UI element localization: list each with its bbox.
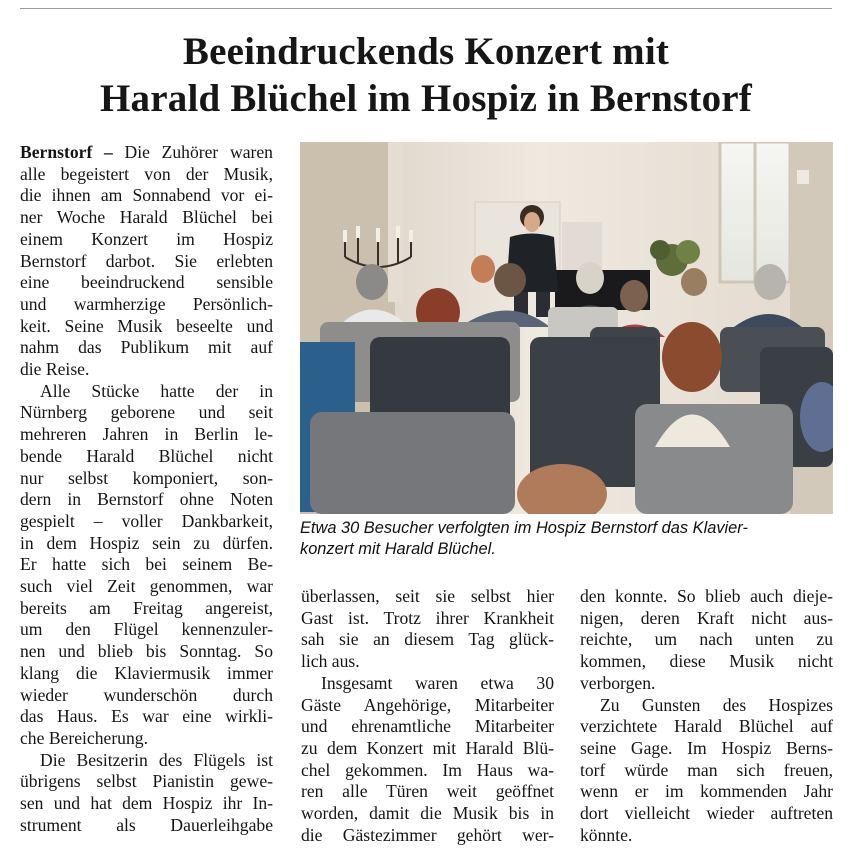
pillar <box>388 142 402 302</box>
article-line: Er hatte sich bei seinem Be- <box>20 554 273 575</box>
article-line: Die Besitzerin des Flügels ist <box>40 749 273 770</box>
article-line: torf würde man sich freuen, <box>580 759 833 780</box>
article-line: Bernstorf darbot. Sie erlebten <box>20 250 273 271</box>
article-line: such viel Zeit genommen, war <box>20 576 273 597</box>
article-line: einem Konzert im Hospiz <box>20 228 273 249</box>
article-column-2 <box>301 586 554 846</box>
article-line: kommen, diese Musik nicht <box>580 651 833 672</box>
article-line: keit. Seine Musik beseelte und <box>20 315 273 336</box>
article-line: ren alle Türen weit geöffnet <box>301 781 554 802</box>
concert-photo-illustration <box>300 142 833 514</box>
article-line: worden, damit die Musik bis in <box>301 803 554 824</box>
headline-line-1: Beeindruckends Konzert mit <box>182 30 670 73</box>
article-line: sen und hat dem Hospiz ihr In- <box>20 793 273 814</box>
article-line: nigen, deren Kraft nicht aus- <box>580 607 833 628</box>
article-column-3 <box>580 586 833 846</box>
article-line: und warmherzige Persönlich- <box>20 293 273 314</box>
article-line-text: Die Zuhörer waren <box>112 142 273 162</box>
article-line: klang die Klaviermusik immer <box>20 662 273 683</box>
article-line: zu dem Konzert mit Harald Blü- <box>301 737 554 758</box>
article-line: seine Gage. Im Hospiz Berns- <box>580 737 833 758</box>
article-line: Insgesamt waren etwa 30 <box>321 672 554 693</box>
article-line: mehreren Jahren in Berlin le- <box>20 424 273 445</box>
article-line: eine beeindruckend sensible <box>20 272 273 293</box>
article-line: sah sie an diesem Tag glück- <box>301 629 554 650</box>
article-line: Gäste Angehörige, Mitarbeiter <box>301 694 554 715</box>
article-line: bereits am Freitag angereist, <box>20 597 273 618</box>
article-line: überlassen, seit sie selbst hier <box>301 586 554 606</box>
photo-caption <box>300 518 833 560</box>
caption-line: Etwa 30 Besucher verfolgten im Hospiz Bernstorf das Klavier- <box>300 519 748 537</box>
dateline: Bernstorf – <box>20 142 113 162</box>
article-line: dort vielleicht wieder auftreten <box>580 803 833 824</box>
article-line: könnte. <box>580 824 633 845</box>
article-line: und ehrenamtliche Mitarbeiter <box>301 716 554 737</box>
article-line: gespielt – voller Dankbarkeit, <box>20 510 273 531</box>
article-line: nahm das Publikum mit auf <box>20 337 273 358</box>
article-line: um den Flügel kennenzuler- <box>20 619 273 640</box>
article-line: lich aus. <box>301 651 360 672</box>
top-rule <box>20 8 832 9</box>
caption-line: konzert mit Harald Blüchel. <box>300 540 496 558</box>
article-line: bende Harald Blüchel nicht <box>20 445 273 466</box>
article-line: wieder wunderschön durch <box>20 684 273 705</box>
article-line: che Bereicherung. <box>20 727 148 748</box>
article-line: alle begeistert von der Musik, <box>20 163 273 184</box>
article-line: ner Woche Harald Blüchel bei <box>20 207 273 228</box>
article-line: nen und blieb bis Sonntag. So <box>20 641 273 662</box>
article-line: das Haus. Es war eine wirkli- <box>20 706 273 727</box>
article-line: verzichtete Harald Blüchel auf <box>580 716 833 737</box>
article-line: chel gekommen. Im Haus wa- <box>301 759 554 780</box>
article-line: wenn er im kommenden Jahr <box>580 781 833 802</box>
article-line: nur selbst komponiert, son- <box>20 467 273 488</box>
headline-line-2: Harald Blüchel im Hospiz in Bernstorf <box>100 77 752 120</box>
headline <box>20 28 832 122</box>
concert-photo <box>300 142 833 514</box>
article-line: strument als Dauerleihgabe <box>20 814 273 835</box>
article-line: die Gästezimmer gehört wer- <box>301 824 554 845</box>
article-line: übrigens selbst Pianistin gewe- <box>20 771 273 792</box>
article-column-1 <box>20 142 273 837</box>
article-line: Gast ist. Trotz ihrer Krankheit <box>301 607 554 628</box>
article-line: dern in Bernstorf ohne Noten <box>20 489 273 510</box>
article-line: Zu Gunsten des Hospizes <box>600 694 833 715</box>
wall-lamp <box>797 170 809 184</box>
article-line <box>20 142 273 164</box>
article-line: Alle Stücke hatte der in <box>40 380 273 401</box>
article-line: Nürnberg geborene und seit <box>20 402 273 423</box>
article-line: verborgen. <box>580 672 656 693</box>
article-line: den konnte. So blieb auch dieje- <box>580 586 833 606</box>
article-line: die ihnen am Sonnabend vor ei- <box>20 185 273 206</box>
article-line: reichte, um nach unten zu <box>580 629 833 650</box>
article-line: in dem Hospiz sein zu dürfen. <box>20 532 273 553</box>
article-line: die Reise. <box>20 359 90 380</box>
